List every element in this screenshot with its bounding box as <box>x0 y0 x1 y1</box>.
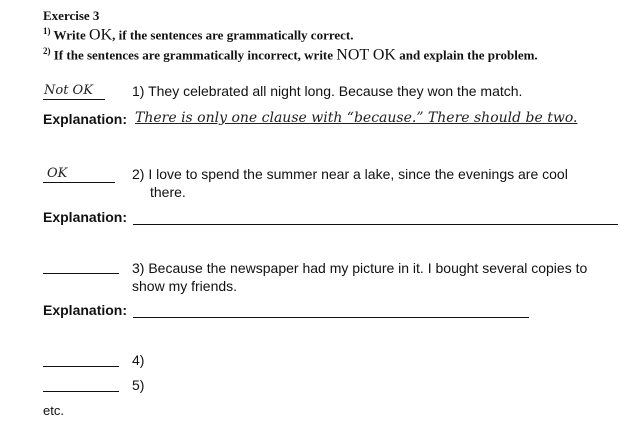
instruction-1-text-b: , if the sentences are grammatically correct. <box>112 27 354 43</box>
sentence-2-line1: 2) I love to spend the summer near a lake, since the evenings are cool <box>132 166 568 182</box>
instruction-1 <box>43 26 354 44</box>
explanation-2-blank[interactable] <box>133 224 618 225</box>
instruction-2 <box>43 46 538 64</box>
answer-2: OK <box>47 166 68 181</box>
etc-text: etc. <box>43 403 64 418</box>
sentence-2-line2: there. <box>150 184 186 200</box>
explanation-3-label: Explanation: <box>43 302 128 318</box>
sentence-4: 4) <box>132 352 145 368</box>
answer-1: Not OK <box>44 83 93 98</box>
instruction-2-notok: NOT OK <box>336 46 396 64</box>
explanation-1-text: There is only one clause with “because.” There should be two. <box>135 110 578 126</box>
answer-1-line <box>43 99 105 100</box>
instruction-1-ok: OK <box>89 26 113 44</box>
sentence-3-line1: 3) Because the newspaper had my picture in it. I bought several copies to <box>132 260 588 276</box>
answer-3-blank[interactable] <box>43 273 119 274</box>
sentence-1: 1) They celebrated all night long. Because they won the match. <box>132 83 523 99</box>
sentence-3-line2: show my friends. <box>132 278 238 294</box>
answer-5-blank[interactable] <box>43 391 119 392</box>
exercise-title: Exercise 3 <box>43 8 100 23</box>
explanation-3-blank[interactable] <box>133 317 529 318</box>
instruction-2-text-b: and explain the problem. <box>395 47 538 63</box>
explanation-1-label: Explanation: <box>43 111 128 127</box>
instruction-2-text-a: If the sentences are grammatically incorrect, write <box>53 47 337 63</box>
instruction-1-number: 1) <box>43 26 51 36</box>
instruction-2-number: 2) <box>43 46 51 56</box>
sentence-5: 5) <box>132 377 145 393</box>
instruction-1-text-a: Write <box>53 27 90 43</box>
explanation-2-label: Explanation: <box>43 209 128 225</box>
answer-4-blank[interactable] <box>43 366 119 367</box>
answer-2-line <box>43 182 115 183</box>
